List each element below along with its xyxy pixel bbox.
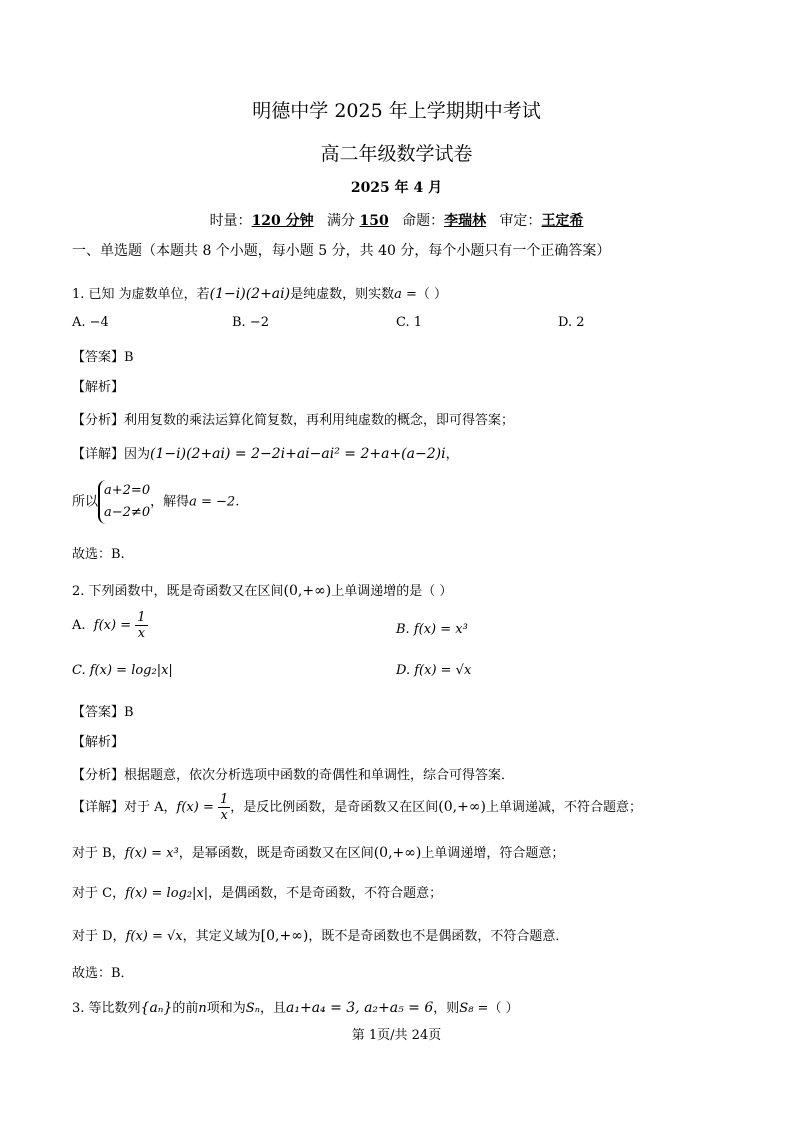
exam-date: 2025 年 4 月: [350, 180, 443, 196]
q3-stem-s: S₈ =: [459, 1001, 489, 1016]
q2-detail-c: [72, 882, 442, 901]
time-value: 120 分钟: [251, 213, 314, 229]
q2-opt-a-label: A.: [72, 618, 86, 633]
author-value: 李瑞林: [444, 213, 487, 229]
q3-stem-sn: Sₙ: [245, 1001, 260, 1016]
q1-xiangjie: [72, 443, 459, 462]
q1-xiangjie-tag: 【详解】: [72, 447, 125, 462]
q1-fenxi-text: 利用复数的乘法运算化简复数，再利用纯虚数的概念，即可得答案；: [124, 413, 515, 428]
q1-analysis-label: 【解析】: [72, 380, 125, 395]
q2-d-text: ，其定义域为: [182, 929, 261, 944]
q1-so-result: a = −2: [189, 494, 236, 510]
q1-so-prefix: 所以: [72, 494, 99, 510]
q3-stem-mid4: ，则: [433, 1001, 460, 1016]
q2-d-expr: f(x) = √x: [125, 929, 183, 944]
q1-xiangjie-expr: (1−i)(2+ai) = 2−2i+ai−ai² = 2+a+(a−2)i: [150, 446, 446, 462]
q3-stem-n: n: [198, 1001, 207, 1016]
q2-opt-a-den: x: [137, 626, 146, 641]
q2-a-end: 上单调递减，不符合题意；: [485, 800, 642, 815]
q2-opt-a-frac: [135, 610, 147, 641]
q1-stem-var: a =: [394, 287, 417, 302]
q2-c-prefix: 对于 C，: [72, 886, 126, 901]
q1-system: [98, 480, 150, 524]
q1-fenxi-tag: 【分析】: [72, 413, 125, 428]
time-label: 时量：: [209, 213, 252, 229]
q2-fenxi-tag: 【分析】: [72, 768, 125, 783]
author-label: 命题：: [402, 213, 445, 229]
q1-answer: 【答案】B: [72, 350, 134, 365]
q1-stem-expr: (1−i)(2+ai): [209, 286, 291, 302]
q2-stem-suffix: 上单调递增的是（ ）: [331, 584, 453, 599]
q2-a-interval: (0,+∞): [438, 799, 486, 815]
q2-detail-d: [72, 925, 568, 944]
q2-c-expr: f(x) = log₂|x|: [125, 886, 209, 901]
q3-stem-prefix: 3. 等比数列: [72, 1001, 141, 1016]
q2-choice: 故选：B．: [72, 966, 134, 981]
q2-option-b: B. f(x) = x³: [396, 622, 468, 637]
q1-stem-suffix: 是纯虚数，则实数: [290, 287, 395, 302]
q2-d-prefix: 对于 D，: [72, 929, 126, 944]
q2-b-text: ，是幂函数，既是奇函数又在区间: [178, 846, 374, 861]
q2-b-end: 上单调递增，符合题意；: [421, 846, 565, 861]
q2-xiangjie-tag: 【详解】: [72, 800, 125, 815]
q2-d-end: ，既不是奇函数也不是偶函数，不符合题意．: [308, 929, 569, 944]
q2-stem-interval: (0,+∞): [283, 583, 332, 599]
q3-stem-mid2: 项和为: [206, 1001, 246, 1016]
q2-b-expr: f(x) = x³: [124, 846, 179, 861]
q2-a-num: 1: [220, 792, 229, 807]
q2-b-interval: (0,+∞): [373, 845, 422, 861]
q2-fenxi-text: 根据题意，依次分析选项中函数的奇偶性和单调性，综合可得答案．: [124, 768, 515, 783]
exam-meta: [0, 210, 793, 230]
q1-sys-line2: a−2≠0: [104, 505, 151, 520]
reviewer-label: 审定：: [499, 213, 542, 229]
page-footer: 第 1页/共 24页: [351, 1028, 442, 1043]
q1-so: [72, 480, 239, 524]
q2-b-prefix: 对于 B，: [72, 846, 125, 861]
q3-stem-end: （ ）: [488, 1001, 519, 1016]
q1-xiangjie-end: ，: [445, 447, 459, 462]
q2-a-text: ，是反比例函数，是奇函数又在区间: [230, 800, 439, 815]
q1-stem: [72, 283, 447, 302]
q3-stem-mid: 的前: [172, 1001, 199, 1016]
exam-title: 明德中学 2025 年上学期期中考试: [252, 100, 541, 122]
q2-detail-b: [72, 842, 564, 861]
q2-option-d: D. f(x) = √x: [396, 663, 472, 678]
score-label: 满分: [327, 213, 356, 229]
q1-stem-prefix: 1. 已知 为虚数单位，若: [72, 287, 210, 302]
q2-a-prefix: 对于 A，: [124, 800, 177, 815]
q1-so-end: .: [235, 494, 240, 510]
q2-stem: [72, 580, 452, 599]
q3-stem: [72, 997, 519, 1016]
q1-fenxi: [72, 409, 514, 428]
q2-c-text: ，是偶函数，不是奇函数，不符合题意；: [208, 886, 443, 901]
q1-option-c: C. 1: [396, 315, 423, 330]
q2-opt-a-num: 1: [137, 610, 146, 625]
q1-xiangjie-prefix: 因为: [124, 447, 151, 462]
exam-subtitle: 高二年级数学试卷: [320, 143, 473, 165]
q2-opt-a-lhs: f(x) =: [93, 618, 132, 633]
reviewer-value: 王定希: [541, 213, 584, 229]
q2-d-interval: [0,+∞): [260, 928, 309, 944]
q2-option-a: [72, 610, 148, 641]
q2-a-lhs: f(x) =: [176, 800, 214, 815]
q3-stem-cond: a₁+a₄ = 3, a₂+a₅ = 6: [286, 1000, 434, 1016]
q2-stem-prefix: 2. 下列函数中，既是奇函数又在区间: [72, 584, 284, 599]
q2-answer: 【答案】B: [72, 705, 134, 720]
q1-option-d: D. 2: [558, 315, 585, 330]
q2-analysis-label: 【解析】: [72, 735, 125, 750]
q1-choice: 故选：B.: [72, 547, 125, 562]
q2-option-c: C. f(x) = log₂|x|: [72, 663, 173, 678]
q2-a-den: x: [220, 808, 228, 823]
section-title: 一、单选题（本题共 8 个小题，每小题 5 分，共 40 分，每个小题只有一个正确答案）: [72, 243, 611, 259]
q1-option-b: B. −2: [232, 315, 269, 330]
q1-stem-end: （ ）: [416, 287, 448, 302]
score-value: 150: [359, 213, 389, 229]
q2-fenxi: [72, 764, 514, 783]
q2-detail-a: [72, 792, 642, 823]
q3-stem-seq: {aₙ}: [140, 1000, 173, 1016]
q3-stem-mid3: ，且: [259, 1001, 286, 1016]
q2-a-frac: [218, 792, 230, 823]
q1-so-mid: ，解得: [150, 494, 190, 510]
q1-option-a: A. −4: [72, 315, 109, 330]
q1-sys-line1: a+2=0: [104, 483, 151, 498]
